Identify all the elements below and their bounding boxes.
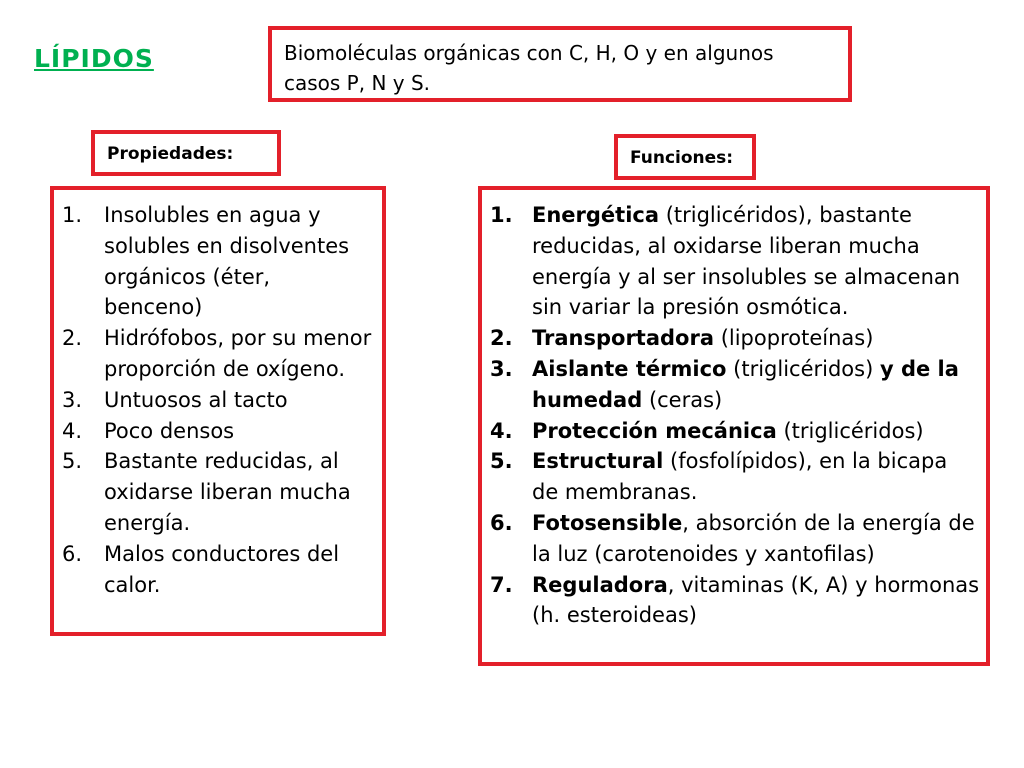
- funciones-list: [490, 200, 980, 631]
- list-item: [490, 354, 980, 416]
- item-text: [532, 200, 980, 323]
- item-number: 2.: [62, 326, 83, 351]
- item-text: Insolubles en agua y solubles en disolventes orgánicos (éter, benceno): [104, 203, 350, 320]
- list-item: [62, 323, 374, 385]
- item-number: 4.: [490, 418, 513, 443]
- function-detail: , absorción de la energía de la luz (carotenoides y xantofilas): [532, 510, 975, 566]
- item-number: 5.: [490, 449, 513, 474]
- item-text: [532, 508, 980, 570]
- funciones-label-box: [614, 134, 756, 180]
- function-name: Transportadora: [532, 326, 715, 351]
- list-item: [490, 446, 980, 508]
- function-detail: (fosfolípidos), en la bicapa de membranas.: [532, 449, 948, 505]
- list-item: [62, 200, 374, 323]
- list-item: [490, 508, 980, 570]
- function-name: Energética: [532, 203, 660, 227]
- function-name: Protección mecánica: [532, 418, 777, 443]
- item-number: 1.: [490, 203, 513, 227]
- function-detail: (lipoproteínas): [714, 326, 874, 351]
- item-text: [532, 354, 980, 416]
- item-text: Bastante reducidas, al oxidarse liberan mucha energía.: [104, 449, 351, 535]
- definition-box: [268, 26, 852, 102]
- function-name: Reguladora: [532, 572, 668, 597]
- function-detail: (triglicéridos), bastante reducidas, al oxidarse liberan mucha energía y al ser insolubles se almacenan sin variar la presión osmótica.: [532, 203, 961, 320]
- item-text: [532, 416, 980, 447]
- list-item: [490, 570, 980, 632]
- item-number: 4.: [62, 418, 83, 443]
- definition-text: Biomoléculas orgánicas con C, H, O y en algunos casos P, N y S.: [284, 41, 774, 95]
- item-number: 2.: [490, 326, 513, 351]
- list-item: [62, 539, 374, 601]
- propiedades-box: [50, 186, 386, 636]
- item-text: [532, 323, 980, 354]
- item-text: [532, 446, 980, 508]
- list-item: [490, 200, 980, 323]
- item-text: Malos conductores del calor.: [104, 541, 340, 597]
- list-item: [490, 323, 980, 354]
- item-number: 6.: [62, 541, 83, 566]
- item-text: [532, 570, 980, 632]
- list-item: [62, 416, 374, 447]
- item-number: 7.: [490, 572, 513, 597]
- function-name: Fotosensible: [532, 510, 683, 535]
- function-detail-secondary: (ceras): [642, 387, 723, 412]
- list-item: [490, 416, 980, 447]
- item-text: Poco densos: [104, 418, 235, 443]
- funciones-label: Funciones:: [630, 148, 734, 168]
- item-number: 1.: [62, 203, 83, 227]
- list-item: [62, 385, 374, 416]
- item-number: 6.: [490, 510, 513, 535]
- page-title: LÍPIDOS: [34, 44, 154, 73]
- funciones-box: [478, 186, 990, 666]
- function-name-secondary: y de la humedad: [532, 356, 959, 412]
- item-number: 3.: [490, 356, 513, 381]
- item-number: 3.: [62, 387, 83, 412]
- propiedades-list: [62, 200, 374, 600]
- item-text: Untuosos al tacto: [104, 387, 288, 412]
- function-detail: (triglicéridos): [776, 418, 924, 443]
- function-name: Estructural: [532, 449, 664, 474]
- item-number: 5.: [62, 449, 83, 474]
- propiedades-label-box: [91, 130, 281, 176]
- propiedades-label: Propiedades:: [107, 144, 234, 164]
- function-detail: , vitaminas (K, A) y hormonas (h. esteroideas): [532, 572, 980, 628]
- item-text: Hidrófobos, por su menor proporción de oxígeno.: [104, 326, 372, 381]
- function-name: Aislante térmico: [532, 356, 727, 381]
- function-detail: (triglicéridos): [726, 356, 880, 381]
- list-item: [62, 446, 374, 538]
